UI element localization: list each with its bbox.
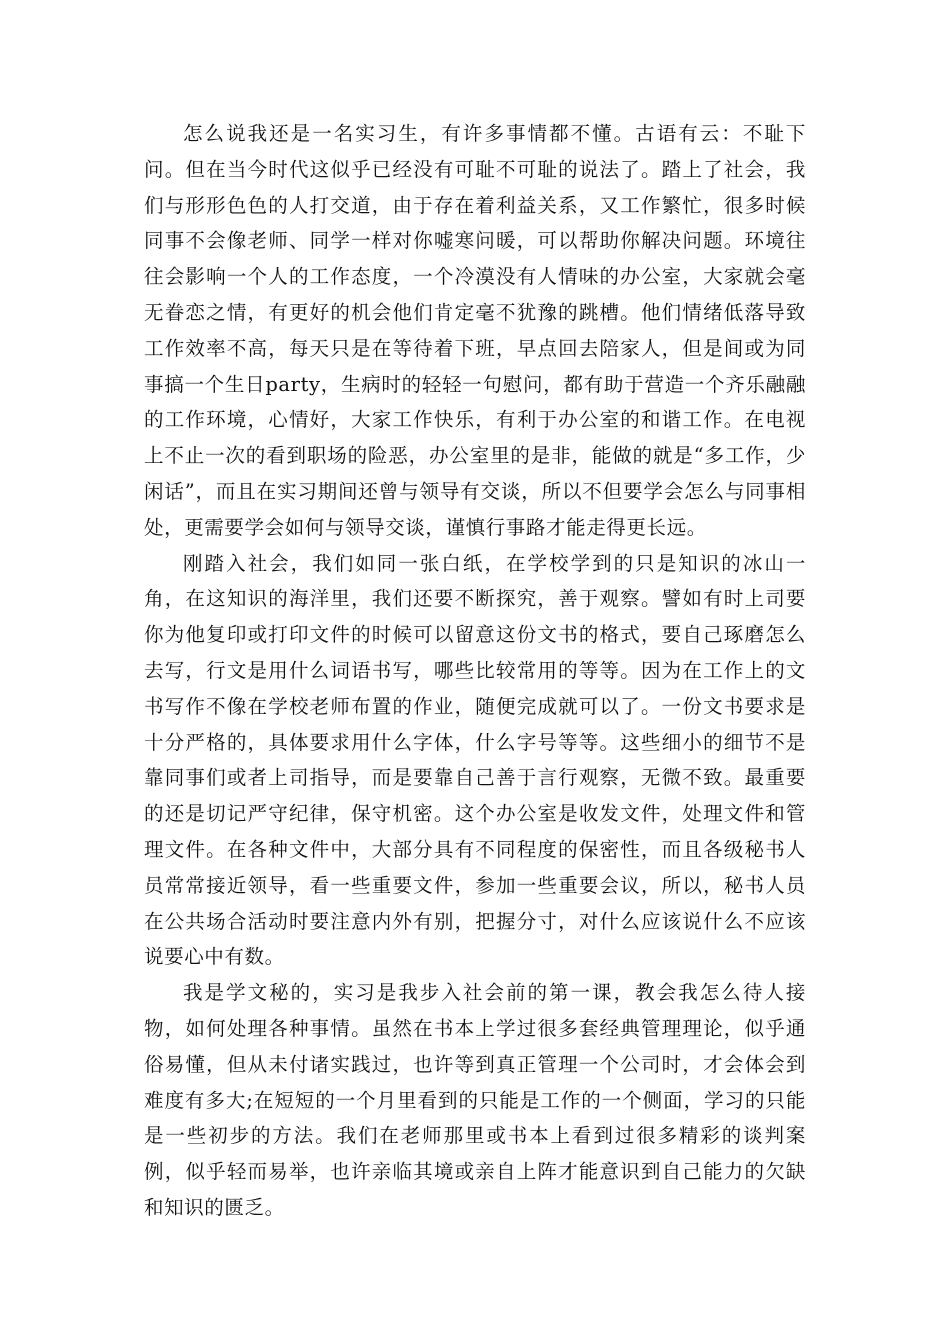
paragraph-1: 怎么说我还是一名实习生，有许多事情都不懂。古语有云：不耻下问。但在当今时代这似乎已经没有可耻不可耻的说法了。踏上了社会，我们与形形色色的人打交道，由于存在着利益关系，又工作繁忙，很多时候同事不会像老师、同学一样对你嘘寒问暖，可以帮助你解决问题。环境往往会影响一个人的工作态度，一个冷漠没有人情味的办公室，大家就会毫无眷恋之情，有更好的机会他们肯定毫不犹豫的跳槽。他们情绪低落导致工作效率不高，每天只是在等待着下班，早点回去陪家人，但是间或为同事搞一个生日party，生病时的轻轻一句慰问，都有助于营造一个齐乐融融的工作环境，心情好，大家工作快乐，有利于办公室的和谐工作。在电视上不止一次的看到职场的险恶，办公室里的是非，能做的就是“多工作，少闲话”，而且在实习期间还曾与领导有交谈，所以不但要学会怎么与同事相处，更需要学会如何与领导交谈，谨慎行事路才能走得更长远。 (144, 122, 806, 539)
document-body (144, 116, 806, 1226)
paragraph-3: 我是学文秘的，实习是我步入社会前的第一课，教会我怎么待人接物，如何处理各种事情。虽然在书本上学过很多套经典管理理论，似乎通俗易懂，但从未付诸实践过，也许等到真正管理一个公司时，才会体会到难度有多大;在短短的一个月里看到的只能是工作的一个侧面，学习的只能是一些初步的方法。我们在老师那里或书本上看到过很多精彩的谈判案例，似乎轻而易举，也许亲临其境或亲自上阵才能意识到自己能力的欠缺和知识的匮乏。 (144, 981, 806, 1219)
paragraph-2: 刚踏入社会，我们如同一张白纸，在学校学到的只是知识的冰山一角，在这知识的海洋里，我们还要不断探究，善于观察。譬如有时上司要你为他复印或打印文件的时候可以留意这份文书的格式，要自己琢磨怎么去写，行文是用什么词语书写，哪些比较常用的等等。因为在工作上的文书写作不像在学校老师布置的作业，随便完成就可以了。一份文书要求是十分严格的，具体要求用什么字体，什么字号等等。这些细小的细节不是靠同事们或者上司指导，而是要靠自己善于言行观察，无微不致。最重要的还是切记严守纪律，保守机密。这个办公室是收发文件，处理文件和管理文件。在各种文件中，大部分具有不同程度的保密性，而且各级秘书人员常常接近领导，看一些重要文件，参加一些重要会议，所以，秘书人员在公共场合活动时要注意内外有别，把握分寸，对什么应该说什么不应该说要心中有数。 (144, 551, 806, 969)
